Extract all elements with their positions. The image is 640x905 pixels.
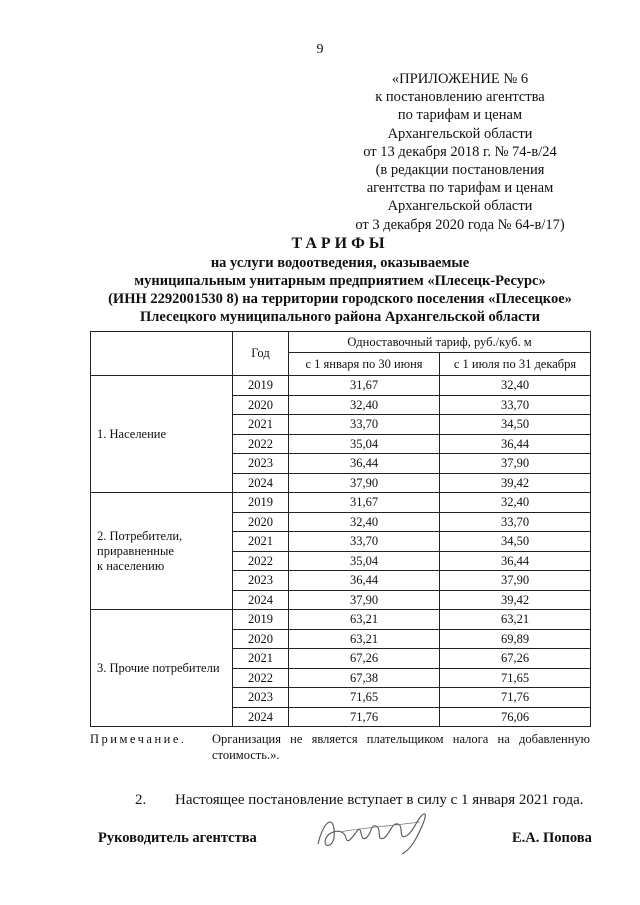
tariff-h2-cell: 67,26 xyxy=(440,649,591,669)
consumer-group-label: 1. Население xyxy=(91,376,233,493)
title-line: Плесецкого муниципального района Архангельской области xyxy=(140,309,540,325)
appendix-line: Архангельской области xyxy=(387,198,533,215)
year-cell: 2023 xyxy=(233,454,289,474)
tariff-h1-cell: 33,70 xyxy=(289,532,440,552)
tariff-h1-cell: 63,21 xyxy=(289,610,440,630)
appendix-line: «ПРИЛОЖЕНИЕ № 6 xyxy=(391,71,529,87)
year-cell: 2023 xyxy=(233,571,289,591)
tariff-h2-cell: 69,89 xyxy=(440,629,591,649)
consumer-group-label: 2. Потребители, приравненные к населению xyxy=(91,493,233,610)
tariff-h2-cell: 71,65 xyxy=(440,668,591,688)
tariff-h2-cell: 39,42 xyxy=(440,473,591,493)
tariff-h1-cell: 37,90 xyxy=(289,590,440,610)
tariff-h2-cell: 32,40 xyxy=(440,376,591,396)
appendix-line: Архангельской области xyxy=(387,125,533,142)
year-cell: 2020 xyxy=(233,629,289,649)
main-title: ТАРИФЫ xyxy=(291,235,389,252)
tariff-h2-cell: 36,44 xyxy=(440,551,591,571)
appendix-line: от 13 декабря 2018 г. № 74-в/24 xyxy=(363,143,557,160)
year-cell: 2022 xyxy=(233,551,289,571)
header-period-2: с 1 июля по 31 декабря xyxy=(440,353,591,376)
title-line: муниципальным унитарным предприятием «Плесецк-Ресурс» xyxy=(134,273,546,289)
tariff-h2-cell: 76,06 xyxy=(440,707,591,727)
year-cell: 2024 xyxy=(233,473,289,493)
tariff-h1-cell: 35,04 xyxy=(289,434,440,454)
tariff-h1-cell: 32,40 xyxy=(289,512,440,532)
year-cell: 2023 xyxy=(233,688,289,708)
tariff-h2-cell: 34,50 xyxy=(440,415,591,435)
tariff-h2-cell: 63,21 xyxy=(440,610,591,630)
signatory-title: Руководитель агентства xyxy=(98,830,257,846)
tariff-h2-cell: 33,70 xyxy=(440,395,591,415)
appendix-line: агентства по тарифам и ценам xyxy=(366,180,554,197)
tariff-h1-cell: 67,38 xyxy=(289,668,440,688)
clause-text: Настоящее постановление вступает в силу с 1 января 2021 года. xyxy=(175,792,584,808)
tariff-h1-cell: 32,40 xyxy=(289,395,440,415)
clause-2 xyxy=(135,792,584,809)
tariff-table xyxy=(90,331,591,727)
tariff-h1-cell: 67,26 xyxy=(289,649,440,669)
title-line: на услуги водоотведения, оказываемые xyxy=(210,255,470,271)
table-row xyxy=(91,493,591,513)
tariff-h1-cell: 71,65 xyxy=(289,688,440,708)
note-label: Примечание. xyxy=(90,732,187,746)
year-cell: 2021 xyxy=(233,415,289,435)
year-cell: 2024 xyxy=(233,707,289,727)
tariff-h2-cell: 37,90 xyxy=(440,454,591,474)
tariff-h1-cell: 33,70 xyxy=(289,415,440,435)
tariff-h2-cell: 34,50 xyxy=(440,532,591,552)
header-empty-cell xyxy=(91,332,233,376)
tariff-h2-cell: 33,70 xyxy=(440,512,591,532)
title-line: (ИНН 2292001530 8) на территории городского поселения «Плесецкое» xyxy=(108,291,572,307)
appendix-line: к постановлению агентства xyxy=(375,89,545,106)
appendix-line: от 3 декабря 2020 года № 64-в/17) xyxy=(355,216,565,233)
header-tariff: Одноставочный тариф, руб./куб. м xyxy=(289,332,591,353)
appendix-line: по тарифам и ценам xyxy=(397,107,523,124)
year-cell: 2021 xyxy=(233,649,289,669)
year-cell: 2019 xyxy=(233,376,289,396)
tariff-h1-cell: 36,44 xyxy=(289,454,440,474)
consumer-group-label: 3. Прочие потребители xyxy=(91,610,233,727)
tariff-h1-cell: 71,76 xyxy=(289,707,440,727)
year-cell: 2020 xyxy=(233,512,289,532)
tariff-h1-cell: 31,67 xyxy=(289,493,440,513)
year-cell: 2021 xyxy=(233,532,289,552)
tariff-h2-cell: 39,42 xyxy=(440,590,591,610)
table-row xyxy=(91,610,591,630)
header-year: Год xyxy=(233,332,289,376)
tariff-h1-cell: 31,67 xyxy=(289,376,440,396)
tariff-h2-cell: 37,90 xyxy=(440,571,591,591)
clause-number: 2. xyxy=(135,792,147,808)
table-row xyxy=(91,376,591,396)
year-cell: 2019 xyxy=(233,493,289,513)
tariff-h1-cell: 37,90 xyxy=(289,473,440,493)
tariff-h2-cell: 32,40 xyxy=(440,493,591,513)
note-text: Организация не является плательщиком налога на добавленную стоимость.». xyxy=(212,732,590,762)
header-period-1: с 1 января по 30 июня xyxy=(289,353,440,376)
year-cell: 2022 xyxy=(233,668,289,688)
year-cell: 2019 xyxy=(233,610,289,630)
page-number: 9 xyxy=(316,42,324,57)
tariff-h2-cell: 36,44 xyxy=(440,434,591,454)
signatory-name: Е.А. Попова xyxy=(512,830,592,846)
document-title xyxy=(60,234,620,326)
tariff-h1-cell: 35,04 xyxy=(289,551,440,571)
year-cell: 2024 xyxy=(233,590,289,610)
tariff-h2-cell: 71,76 xyxy=(440,688,591,708)
year-cell: 2022 xyxy=(233,434,289,454)
tariff-h1-cell: 36,44 xyxy=(289,571,440,591)
tariff-h1-cell: 63,21 xyxy=(289,629,440,649)
year-cell: 2020 xyxy=(233,395,289,415)
appendix-header xyxy=(330,70,590,234)
handwritten-signature xyxy=(310,808,440,856)
appendix-line: (в редакции постановления xyxy=(375,162,545,179)
